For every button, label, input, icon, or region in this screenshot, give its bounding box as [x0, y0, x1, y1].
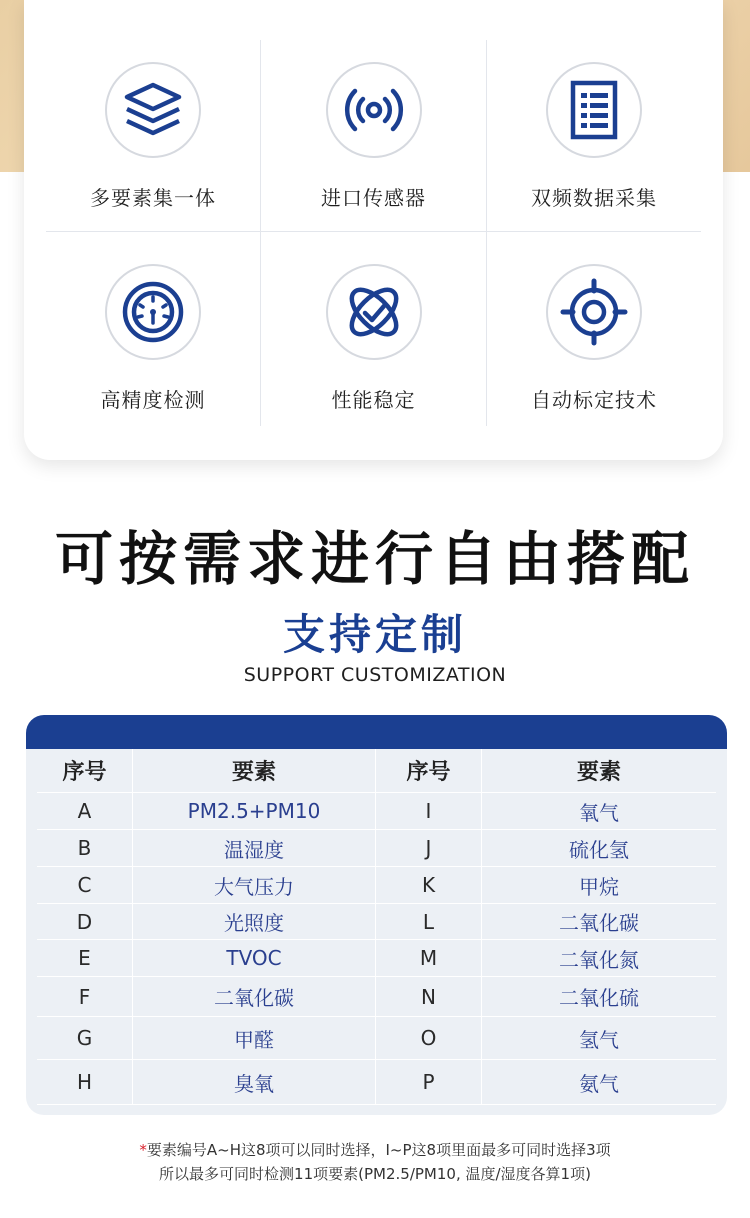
subhead-english: SUPPORT CUSTOMIZATION	[243, 664, 507, 686]
table-element-cell: TVOC	[133, 940, 376, 977]
table-index-cell: K	[376, 867, 482, 904]
feature-item	[260, 232, 487, 426]
table-index-cell: J	[376, 830, 482, 867]
table-index-cell: L	[376, 904, 482, 940]
table-index-cell: A	[37, 793, 133, 830]
table-index-cell: M	[376, 940, 482, 977]
feature-item	[487, 40, 701, 232]
table-header-bar	[26, 715, 727, 749]
table-header-cell: 序号	[376, 749, 482, 793]
table-element-cell: 臭氧	[133, 1060, 376, 1105]
table-index-cell: G	[37, 1017, 133, 1060]
feature-label: 性能稳定	[331, 388, 416, 412]
layers-icon	[105, 62, 201, 158]
table-element-cell: 二氧化硫	[482, 977, 716, 1017]
table-index-cell: D	[37, 904, 133, 940]
table-index-cell: E	[37, 940, 133, 977]
table-element-cell: 二氧化碳	[482, 904, 716, 940]
feature-label: 自动标定技术	[531, 388, 657, 412]
table-element-cell: 光照度	[133, 904, 376, 940]
gauge-icon	[105, 264, 201, 360]
document-icon	[546, 62, 642, 158]
table-element-cell: 氢气	[482, 1017, 716, 1060]
table-index-cell: H	[37, 1060, 133, 1105]
feature-item	[487, 232, 701, 426]
feature-item	[46, 40, 260, 232]
table-index-cell: I	[376, 793, 482, 830]
feature-item	[46, 232, 260, 426]
table-element-cell: 氧气	[482, 793, 716, 830]
table-header-cell: 序号	[37, 749, 133, 793]
table-index-cell: C	[37, 867, 133, 904]
feature-card	[24, 0, 723, 460]
signal-icon	[326, 62, 422, 158]
table-element-cell: 温湿度	[133, 830, 376, 867]
table-index-cell: N	[376, 977, 482, 1017]
table-index-cell: P	[376, 1060, 482, 1105]
table-grid	[37, 749, 716, 1105]
table-element-cell: 二氧化氮	[482, 940, 716, 977]
table-element-cell: 大气压力	[133, 867, 376, 904]
feature-label: 多要素集一体	[90, 186, 216, 210]
footnote-text: 要素编号A~H这8项可以同时选择，I~P这8项里面最多可同时选择3项	[146, 1141, 611, 1159]
subhead: 支持定制	[282, 610, 467, 659]
feature-label: 进口传感器	[321, 186, 426, 210]
table-header-cell: 要素	[133, 749, 376, 793]
table-index-cell: F	[37, 977, 133, 1017]
table-index-cell: O	[376, 1017, 482, 1060]
headline: 可按需求进行自由搭配	[54, 525, 695, 593]
table-element-cell: 硫化氢	[482, 830, 716, 867]
feature-item	[260, 40, 487, 232]
feature-label: 双频数据采集	[531, 186, 657, 210]
table-element-cell: PM2.5+PM10	[133, 793, 376, 830]
table-index-cell: B	[37, 830, 133, 867]
table-element-cell: 二氧化碳	[133, 977, 376, 1017]
feature-grid	[46, 40, 701, 426]
table-element-cell: 氨气	[482, 1060, 716, 1105]
feature-label: 高精度检测	[100, 388, 206, 412]
atom-check-icon	[326, 264, 422, 360]
table-element-cell: 甲醛	[133, 1017, 376, 1060]
footnote-line-1	[0, 1138, 750, 1162]
target-icon	[546, 264, 642, 360]
footnote-line-2: 所以最多可同时检测11项要素(PM2.5/PM10, 温度/湿度各算1项)	[159, 1165, 591, 1183]
element-table	[26, 715, 727, 1115]
table-element-cell: 甲烷	[482, 867, 716, 904]
footnote-star: *	[139, 1141, 147, 1159]
table-header-cell: 要素	[482, 749, 716, 793]
footnote	[0, 1138, 750, 1186]
